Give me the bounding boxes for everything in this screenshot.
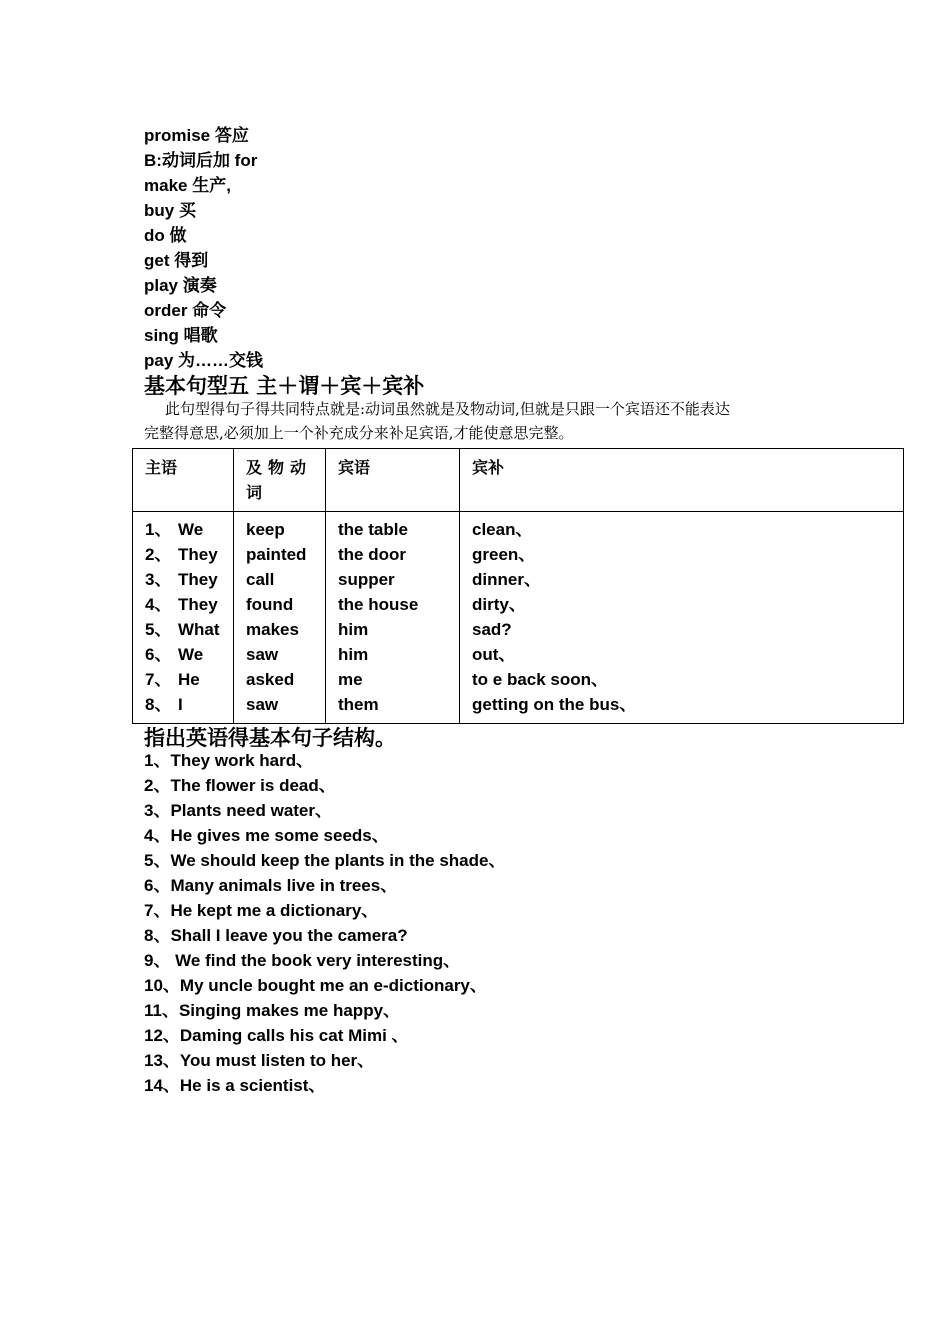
subject-cell bbox=[145, 542, 221, 567]
exercise-item: 10、My uncle bought me an e-dictionary、 bbox=[144, 976, 487, 995]
subject-cell bbox=[145, 617, 221, 642]
subject-word: What bbox=[178, 620, 220, 639]
vocab-line: order 命令 bbox=[144, 301, 227, 320]
object-cell: the door bbox=[338, 545, 406, 564]
exercise-item: 2、The flower is dead、 bbox=[144, 776, 336, 795]
header-subject: 主语 bbox=[133, 449, 234, 512]
complement-cell: dirty、 bbox=[472, 595, 526, 614]
row-number: 7、 bbox=[145, 670, 172, 689]
object-column bbox=[326, 512, 460, 724]
complement-cell: to e back soon、 bbox=[472, 670, 609, 689]
exercise-item: 6、Many animals live in trees、 bbox=[144, 876, 398, 895]
exercise-item: 9、 We find the book very interesting、 bbox=[144, 951, 461, 970]
subject-word: They bbox=[178, 545, 218, 564]
object-cell: supper bbox=[338, 570, 395, 589]
exercise-item: 14、He is a scientist、 bbox=[144, 1076, 326, 1095]
vocab-line: promise 答应 bbox=[144, 126, 249, 145]
object-cell: them bbox=[338, 695, 379, 714]
verb-cell: painted bbox=[246, 545, 307, 564]
complement-cell: sad? bbox=[472, 620, 512, 639]
verb-cell: saw bbox=[246, 645, 279, 664]
subject-word: We bbox=[178, 645, 204, 664]
subject-word: He bbox=[178, 670, 200, 689]
section-title: 基本句型五 主＋谓＋宾＋宾补 bbox=[144, 374, 425, 398]
header-complement: 宾补 bbox=[460, 449, 904, 512]
object-cell: him bbox=[338, 645, 369, 664]
subject-cell bbox=[145, 567, 221, 592]
exercise-item: 5、We should keep the plants in the shade、 bbox=[144, 851, 506, 870]
row-number: 3、 bbox=[145, 570, 172, 589]
header-verb: 及物动词 bbox=[234, 449, 326, 512]
object-cell: the table bbox=[338, 520, 408, 539]
subject-cell bbox=[145, 592, 221, 617]
intro-paragraph-line-2: 完整得意思,必须加上一个补充成分来补足宾语,才能使意思完整。 bbox=[144, 424, 574, 442]
exercise-item: 8、Shall I leave you the camera? bbox=[144, 926, 408, 945]
table-header-row bbox=[133, 449, 904, 512]
vocab-line: B:动词后加 for bbox=[144, 151, 258, 170]
vocab-line: do 做 bbox=[144, 226, 187, 245]
sentence-pattern-table bbox=[132, 448, 904, 724]
complement-cell: clean、 bbox=[472, 520, 533, 539]
table-row bbox=[133, 512, 904, 724]
exercise-item: 4、He gives me some seeds、 bbox=[144, 826, 389, 845]
subject-cell bbox=[145, 642, 221, 667]
exercise-item: 7、He kept me a dictionary、 bbox=[144, 901, 379, 920]
verb-cell: found bbox=[246, 595, 294, 614]
exercise-item: 11、Singing makes me happy、 bbox=[144, 1001, 401, 1020]
vocab-line: sing 唱歌 bbox=[144, 326, 218, 345]
vocab-line: buy 买 bbox=[144, 201, 196, 220]
header-object: 宾语 bbox=[326, 449, 460, 512]
exercise-item: 12、Daming calls his cat Mimi 、 bbox=[144, 1026, 409, 1045]
complement-cell: out、 bbox=[472, 645, 516, 664]
subject-column bbox=[133, 512, 234, 724]
subject-word: We bbox=[178, 520, 204, 539]
vocab-line: pay 为……交钱 bbox=[144, 351, 264, 370]
exercise-item: 1、They work hard、 bbox=[144, 751, 314, 770]
subject-word: I bbox=[178, 695, 183, 714]
complement-cell: green、 bbox=[472, 545, 536, 564]
verb-cell: saw bbox=[246, 695, 279, 714]
vocab-line: get 得到 bbox=[144, 251, 209, 270]
intro-paragraph-line-1: 此句型得句子得共同特点就是:动词虽然就是及物动词,但就是只跟一个宾语还不能表达 bbox=[165, 400, 730, 418]
verb-cell: call bbox=[246, 570, 275, 589]
complement-cell: getting on the bus、 bbox=[472, 695, 637, 714]
verb-cell: makes bbox=[246, 620, 299, 639]
row-number: 5、 bbox=[145, 620, 172, 639]
verb-cell: keep bbox=[246, 520, 285, 539]
vocab-line: make 生产, bbox=[144, 176, 231, 195]
row-number: 6、 bbox=[145, 645, 172, 664]
exercise-item: 13、You must listen to her、 bbox=[144, 1051, 375, 1070]
row-number: 8、 bbox=[145, 695, 172, 714]
row-number: 1、 bbox=[145, 520, 172, 539]
subject-word: They bbox=[178, 595, 218, 614]
row-number: 2、 bbox=[145, 545, 172, 564]
verb-column bbox=[234, 512, 326, 724]
object-cell: me bbox=[338, 670, 363, 689]
exercise-title: 指出英语得基本句子结构。 bbox=[144, 726, 396, 750]
object-cell: him bbox=[338, 620, 369, 639]
vocab-line: play 演奏 bbox=[144, 276, 217, 295]
subject-cell bbox=[145, 667, 221, 692]
object-cell: the house bbox=[338, 595, 419, 614]
subject-word: They bbox=[178, 570, 218, 589]
complement-column bbox=[460, 512, 904, 724]
row-number: 4、 bbox=[145, 595, 172, 614]
subject-cell bbox=[145, 692, 221, 717]
exercise-item: 3、Plants need water、 bbox=[144, 801, 333, 820]
verb-cell: asked bbox=[246, 670, 295, 689]
complement-cell: dinner、 bbox=[472, 570, 541, 589]
subject-cell bbox=[145, 517, 221, 542]
